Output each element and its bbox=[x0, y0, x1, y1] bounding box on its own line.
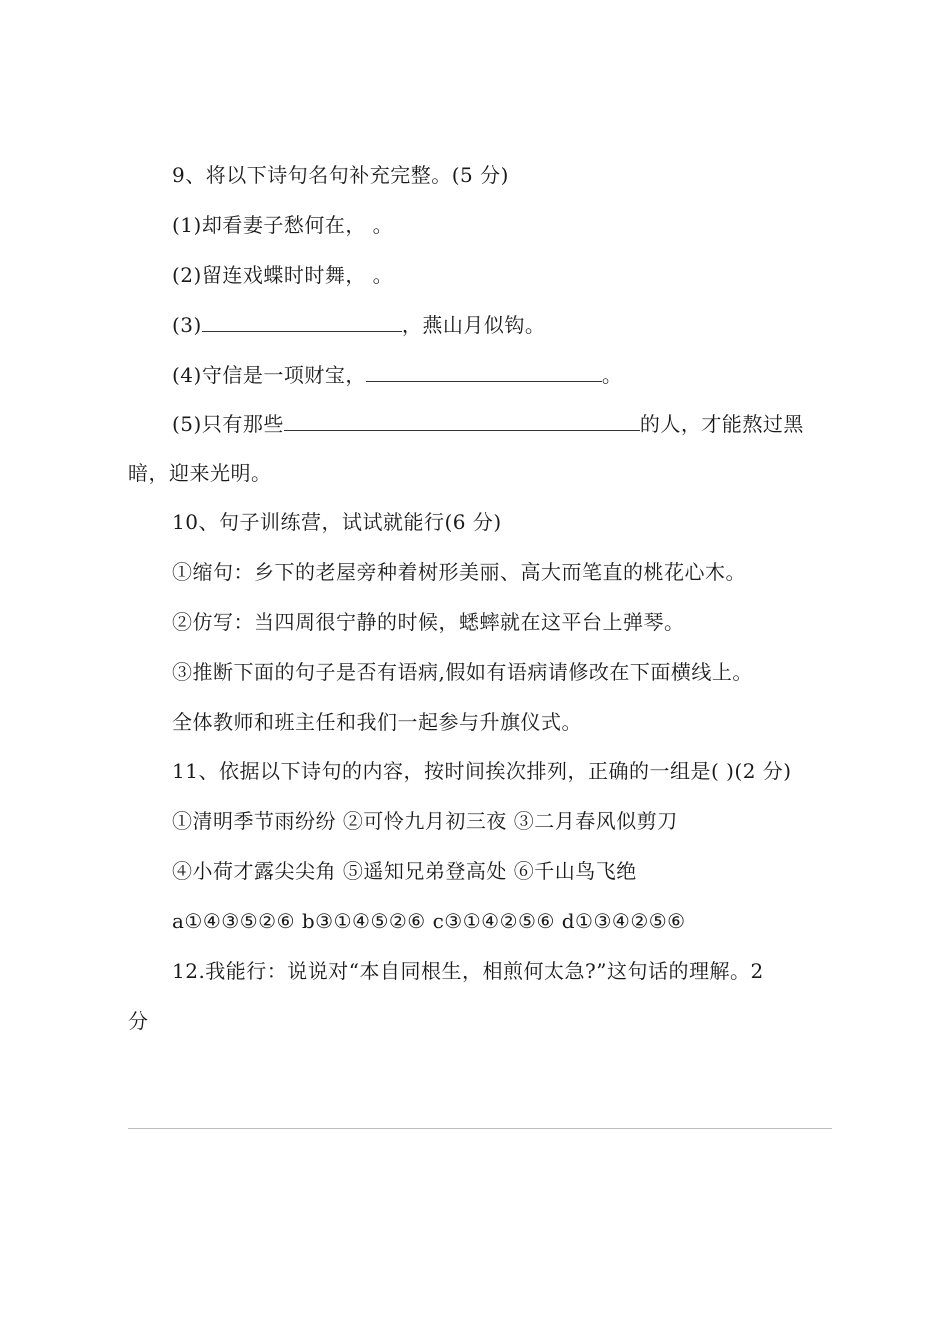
q9-item-5-blank[interactable] bbox=[284, 410, 640, 431]
q9-item-3-prefix: (3) bbox=[172, 313, 202, 337]
q12-title-continued: 分 bbox=[128, 1009, 149, 1033]
q9-item-5-suffix: 的人，才能熬过黑 bbox=[639, 412, 804, 436]
page-divider bbox=[128, 1128, 832, 1129]
q11-poems-row-1: ①清明季节雨纷纷 ②可怜九月初三夜 ③二月春风似剪刀 bbox=[172, 809, 678, 833]
q9-item-4-suffix: 。 bbox=[601, 363, 623, 387]
q9-item-5 bbox=[172, 410, 804, 438]
q9-title: 9、将以下诗句名句补充完整。(5 分) bbox=[172, 163, 509, 187]
q11-poems-row-2: ④小荷才露尖尖角 ⑤遥知兄弟登高处 ⑥千山鸟飞绝 bbox=[172, 859, 637, 883]
q12-title: 12.我能行：说说对“本自同根生，相煎何太急?”这句话的理解。2 bbox=[172, 959, 764, 983]
q9-item-3-blank[interactable] bbox=[202, 311, 402, 332]
q9-item-4-prefix: (4)守信是一项财宝， bbox=[172, 363, 366, 387]
q9-item-4 bbox=[172, 361, 622, 389]
q9-item-1: (1)却看妻子愁何在， 。 bbox=[172, 213, 394, 237]
q10-item-1: ①缩句：乡下的老屋旁种着树形美丽、高大而笔直的桃花心木。 bbox=[172, 560, 746, 584]
q9-item-5-continued: 暗，迎来光明。 bbox=[128, 461, 272, 485]
q9-item-4-blank[interactable] bbox=[366, 361, 602, 382]
q9-item-2: (2)留连戏蝶时时舞， 。 bbox=[172, 263, 394, 287]
q9-item-3 bbox=[172, 311, 545, 339]
q10-title: 10、句子训练营，试试就能行(6 分) bbox=[172, 510, 502, 534]
q11-title: 11、依据以下诗句的内容，按时间挨次排列，正确的一组是( )(2 分) bbox=[172, 759, 792, 783]
q10-item-3: ③推断下面的句子是否有语病,假如有语病请修改在下面横线上。 bbox=[172, 660, 753, 684]
q9-item-5-prefix: (5)只有那些 bbox=[172, 412, 284, 436]
q11-options: a①④③⑤②⑥ b③①④⑤②⑥ c③①④②⑤⑥ d①③④②⑤⑥ bbox=[172, 909, 686, 933]
q10-sentence: 全体教师和班主任和我们一起参与升旗仪式。 bbox=[172, 710, 582, 734]
q9-item-3-suffix: ，燕山月似钩。 bbox=[401, 313, 546, 337]
q10-item-2: ②仿写：当四周很宁静的时候，蟋蟀就在这平台上弹琴。 bbox=[172, 610, 685, 634]
